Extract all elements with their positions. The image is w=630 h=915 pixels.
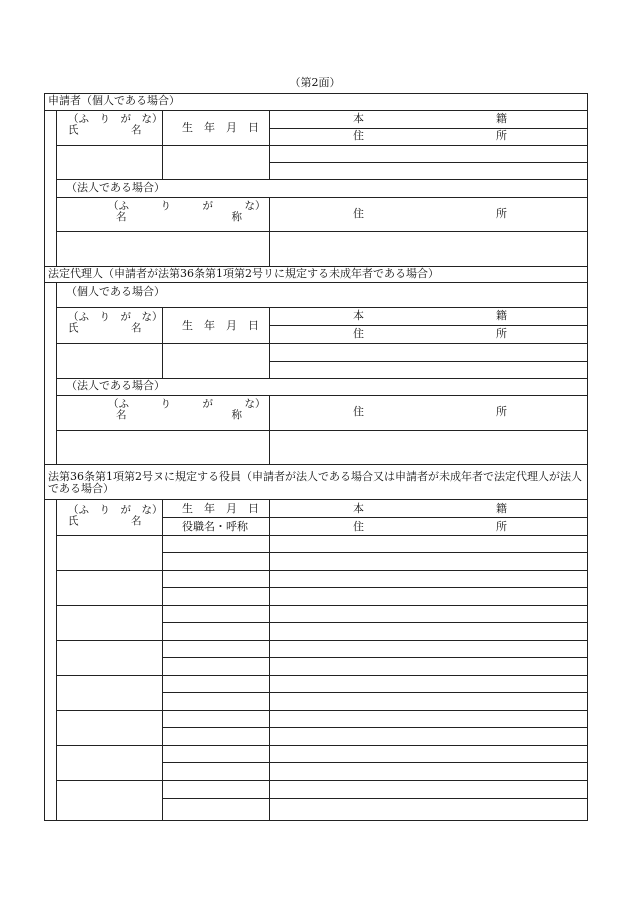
applicant-corp-heading: （法人である場合） [66, 181, 165, 194]
officer-heading: 法第36条第1項第2号ヌに規定する役員（申請者が法人である場合又は申請者が未成年者で法定代理人が法人である場合） [48, 470, 582, 495]
rep-corp-address-label: 住 所 [353, 405, 507, 418]
officer-honseki-label: 本 籍 [353, 502, 507, 515]
applicant-honseki-label: 本 籍 [353, 112, 507, 125]
applicant-address-label: 住 所 [353, 129, 507, 142]
application-form [44, 93, 588, 821]
applicant-corp-furigana-label: （ふ り が な） [108, 200, 266, 212]
officer-post-label: 役職名・呼称 [182, 520, 248, 533]
rep-corp-furigana-label: （ふ り が な） [108, 398, 266, 410]
rep-honseki-label: 本 籍 [353, 309, 507, 322]
rep-furigana-label: （ふ り が な） [68, 311, 163, 323]
applicant-corp-meisho-label: 名 称 [116, 211, 242, 223]
officer-name-label: 氏 名 [68, 515, 142, 527]
applicant-birthdate-label: 生 年 月 日 [182, 121, 259, 134]
officer-address-label: 住 所 [353, 520, 507, 533]
rep-address-label: 住 所 [353, 327, 507, 340]
applicant-corp-address-label: 住 所 [353, 207, 507, 220]
rep-corp-meisho-label: 名 称 [116, 409, 242, 421]
page-title: （第2面） [289, 76, 341, 89]
rep-heading: 法定代理人（申請者が法第36条第1項第2号リに規定する未成年者である場合） [48, 267, 439, 280]
rep-corp-heading: （法人である場合） [66, 379, 165, 392]
applicant-name-label: 氏 名 [68, 124, 142, 136]
officer-furigana-label: （ふ り が な） [68, 504, 163, 516]
rep-birthdate-label: 生 年 月 日 [182, 319, 259, 332]
officer-birthdate-label: 生 年 月 日 [182, 502, 259, 515]
rep-name-label: 氏 名 [68, 322, 142, 334]
applicant-heading: 申請者（個人である場合） [48, 94, 180, 107]
rep-individual-heading: （個人である場合） [66, 285, 165, 298]
applicant-furigana-label: （ふ り が な） [68, 113, 163, 125]
